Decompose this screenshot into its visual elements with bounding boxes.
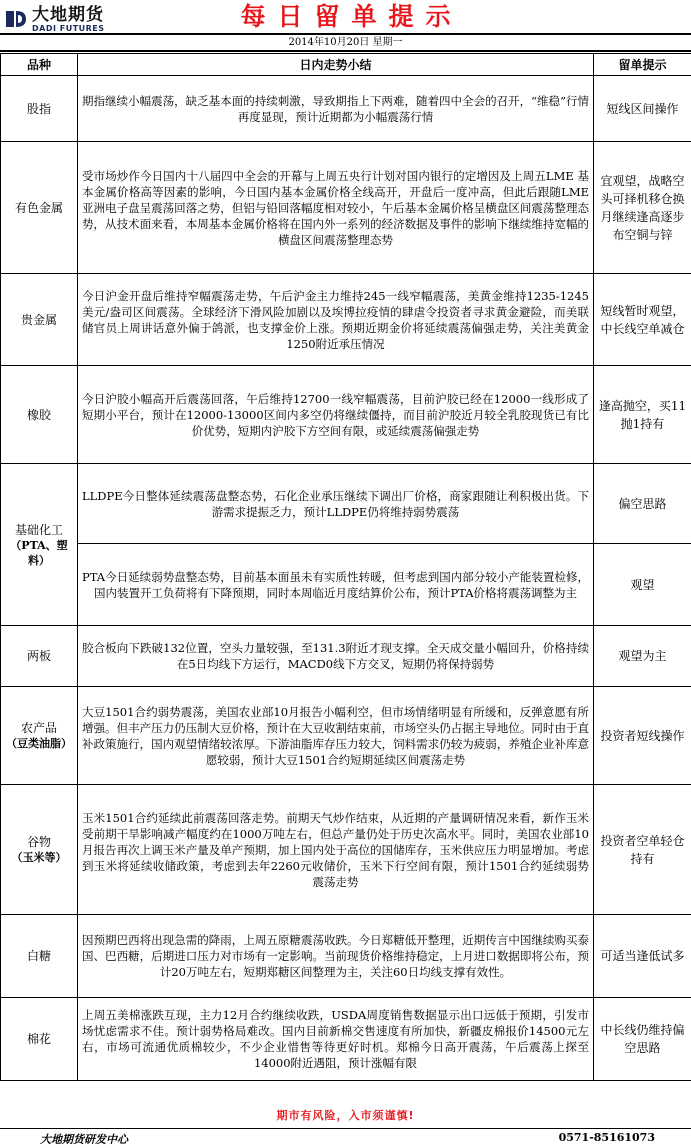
table-row: [1, 626, 691, 687]
advice-cell: 短线区间操作: [594, 76, 691, 142]
summary-cell: 今日沪金开盘后维持窄幅震荡走势，午后沪金主力维持245一线窄幅震荡，美黄金维持1235-1245美元/盎司区间震荡。全球经济下滑风险加剧以及埃博拉疫情的肆虐令投资者寻求黄金避险，而美联储官员上周讲话意外偏于鸽派，也支撑金价上涨。预期近期金价将延续震荡偏强走势，关注美黄金1250附近承压情况: [78, 274, 594, 366]
summary-cell: 胶合板向下跌破132位置，空头力量较强，至131.3附近才现支撑。全天成交量小幅回升，价格持续在5日均线下方运行，MACD0线下方交叉，短期仍将保持弱势: [78, 626, 594, 687]
product-name: 白糖: [26, 949, 51, 963]
summary-cell: 受市场炒作今日国内十八届四中全会的开幕与上周五央行计划对国内银行的定增因及上周五LME 基本金属价格高等因素的影响，今日国内基本金属价格全线高开，开盘后一度冲高，但此后跟随LME 亚洲电子盘呈震荡回落之势，但铝与铅回落幅度相对较小，午后基本金属价格呈横盘区间震荡整理态势，从技术面来看，本周基本金属价格将在国内外一系列的经济数据及事件的影响下继续维持宽幅的横盘区间震荡整理态势: [78, 142, 594, 274]
table-row: [1, 366, 691, 464]
column-header-summary: 日内走势小结: [78, 54, 594, 76]
product-cell: [1, 366, 78, 464]
advice-cell: 可适当逢低试多: [594, 915, 691, 998]
product-name: 基础化工: [14, 522, 63, 537]
product-cell: [1, 142, 78, 274]
table-row: [1, 998, 691, 1081]
risk-warning: 期市有风险，入市须谨慎!: [276, 1109, 415, 1122]
product-name: 有色金属: [14, 200, 63, 215]
summary-cell: 因预期巴西将出现急需的降雨，上周五原糖震荡收跌。今日郑糖低开整理，近期传言中国继续购买泰国、巴西糖，后期进口压力对市场有一定影响。当前现货价格维持稳定，上月进口数据即将公布，预计20万吨左右，短期郑糖区间整理为主，关注60日均线支撑有效性。: [78, 915, 594, 998]
product-cell: [1, 687, 78, 785]
position-table: [0, 53, 691, 1081]
column-header-advice: 留单提示: [594, 54, 691, 76]
footer: [0, 1128, 691, 1147]
product-cell: [1, 785, 78, 915]
advice-cell: 短线暂时观望，中长线空单减仓: [594, 274, 691, 366]
summary-cell: LLDPE今日整体延续震荡盘整态势，石化企业承压继续下调出厂价格，商家跟随让利积极出货。下游需求提振乏力，预计LLDPE仍将维持弱势震荡: [78, 464, 594, 544]
product-name: 农产品: [20, 721, 57, 735]
product-name: 棉花: [26, 1032, 51, 1046]
product-name: 两板: [26, 649, 51, 663]
table-row: [1, 464, 691, 544]
logo-english-name: DADI FUTURES: [32, 24, 105, 33]
table-row: [1, 544, 691, 626]
summary-cell: 玉米1501合约延续此前震荡回落走势。前期天气炒作结束，从近期的产量调研情况来看，新作玉米受前期干旱影响减产幅度约在1000万吨左右，但总产量仍处于历史次高水平。同时，美国农业部10月报告再次上调玉米产量及单产预期，加上国内处于高位的国储库存，玉米供应压力明显增加。考虑到玉米将延续收储政策，考虑到去年2260元收储价，玉米下行空间有限，预计1501合约延续弱势震荡走势: [78, 785, 594, 915]
product-cell: [1, 915, 78, 998]
table-row: [1, 785, 691, 915]
product-cell: [1, 626, 78, 687]
page-title: 每日留单提示: [240, 2, 463, 31]
advice-cell: 观望为主: [594, 626, 691, 687]
table-row: [1, 687, 691, 785]
table-header-row: [1, 54, 691, 76]
product-name: 橡胶: [26, 407, 51, 422]
research-center-name: 大地期货研发中心: [40, 1133, 128, 1146]
advice-cell: 中长线仍维持偏空思路: [594, 998, 691, 1081]
table-row: [1, 142, 691, 274]
product-subname: （豆类油脂）: [6, 737, 72, 750]
advice-cell: 投资者空单轻仓持有: [594, 785, 691, 915]
product-name: 贵金属: [20, 312, 57, 327]
advice-cell: 投资者短线操作: [594, 687, 691, 785]
column-header-product: 品种: [1, 54, 78, 76]
summary-cell: 上周五美棉涨跌互现，主力12月合约继续收跌，USDA周度销售数据显示出口远低于预期，引发市场忧虑需求不佳。预计弱势格局难改。国内目前新棉交售速度有所加快，新疆皮棉报价14500元左右，市场可流通优质棉较少，不少企业惜售等待更好时机。郑棉今日高开震荡，午后震荡上探至14000附近遇阻，预计涨幅有限: [78, 998, 594, 1081]
summary-cell: PTA今日延续弱势盘整态势，目前基本面虽未有实质性转暖，但考虑到国内部分较小产能装置检修，国内装置开工负荷将有下降预期，同时本周临近月度结算价公布，预计PTA价格将震荡调整为主: [78, 544, 594, 626]
product-cell: [1, 76, 78, 142]
summary-cell: 大豆1501合约弱势震荡，美国农业部10月报告小幅利空，但市场情绪明显有所缓和，反弹意愿有所增强。但丰产压力仍压制大豆价格，预计在大豆收割结束前，市场空头仍占据主导地位。同时由于直补政策施行，国内观望情绪较浓厚。下游油脂库存压力较大，饲料需求仍较为疲弱，养殖企业补库意愿较弱，预计大豆1501合约短期延续区间震荡走势: [78, 687, 594, 785]
product-name: 谷物: [26, 835, 51, 849]
date-divider: [0, 50, 691, 52]
product-cell: [1, 998, 78, 1081]
product-name: 股指: [26, 101, 51, 116]
product-cell: [1, 464, 78, 626]
header: [0, 0, 691, 34]
table-row: [1, 915, 691, 998]
contact-phone: 0571-85161073: [558, 1131, 655, 1144]
advice-cell: 逢高抛空，买11抛1持有: [594, 366, 691, 464]
summary-cell: 期指继续小幅震荡，缺乏基本面的持续刺激，导致期指上下两难，随着四中全会的召开，“维稳”行情再度显现，预计近期都为小幅震荡行情: [78, 76, 594, 142]
advice-cell: 观望: [594, 544, 691, 626]
advice-cell: 偏空思路: [594, 464, 691, 544]
product-subname: （玉米等）: [11, 851, 67, 864]
logo-chinese-name: 大地期货: [32, 5, 104, 25]
table-row: [1, 76, 691, 142]
table-row: [1, 274, 691, 366]
product-cell: [1, 274, 78, 366]
report-date: 2014年10月20日 星期一: [288, 37, 403, 48]
summary-cell: 今日沪胶小幅高开后震荡回落，午后维持12700一线窄幅震荡，目前沪胶已经在12000一线形成了短期小平台，预计在12000-13000区间内多空仍将继续僵持，而目前沪胶近月较全乳胶现货已有比价优势，短期内沪胶下方空间有限，或延续震荡偏强走势: [78, 366, 594, 464]
advice-cell: 宜观望，战略空头可择机移仓换月继续逢高逐步布空铜与锌: [594, 142, 691, 274]
product-subname: （PTA、塑料）: [10, 538, 68, 567]
